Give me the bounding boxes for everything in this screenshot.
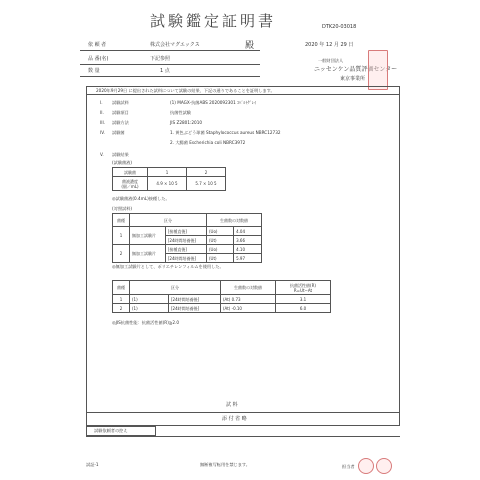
item-no-6: V.: [100, 152, 104, 157]
document-title: 試験鑑定証明書: [150, 12, 277, 30]
item-label-1: 試験試料: [112, 100, 129, 105]
table-cell: (At) -0.10: [221, 304, 276, 313]
item-value-5: 2. 大腸菌 Escherichia coli NBRC3972: [170, 140, 246, 145]
table-cell: [24時間培養後]: [165, 254, 206, 263]
issuer-office: 東京事業所: [340, 76, 366, 82]
table-cell: 区分: [130, 281, 221, 295]
product-value: 下記参照: [150, 56, 171, 62]
table-row: [113, 227, 262, 236]
quantity-value: 1 点: [160, 68, 170, 74]
sample-rule: [86, 412, 400, 413]
product-label: 品 番(名): [88, 56, 109, 62]
control-title: (対照試料): [112, 206, 133, 211]
table-cell: 4.10: [234, 245, 262, 254]
control-table: [112, 213, 262, 263]
item-value-3: JIS Z2801:2010: [170, 120, 203, 125]
sample-title: 試 料: [226, 402, 238, 408]
footer-box-label: 試験依頼者の控え: [94, 428, 128, 433]
table-cell: 4.9 × 10 5: [148, 177, 187, 191]
table-cell: 生菌数の対数値: [221, 281, 276, 295]
honorific-mark: 殿: [245, 41, 255, 51]
issuer-org-type: 一般財団法人: [318, 58, 344, 63]
table-cell: 試験菌: [113, 168, 148, 177]
requester-value: 株式会社マグエックス: [150, 42, 200, 48]
table-cell: (Uo): [207, 227, 234, 236]
table-cell: (1): [130, 304, 169, 313]
issuer-seal: [368, 50, 388, 90]
inoculum-note: ◎試験菌液(0.4mL)接種した。: [112, 196, 170, 201]
table-row: [113, 304, 331, 313]
table-cell: 3.66: [234, 236, 262, 245]
intro-text: 2020年9月29日 に提出された試料について試験の結果、下記の通りであることを証明します。: [96, 88, 275, 93]
item-value-4: 1. 黄色ぶどう球菌 Staphylococcus aureus NBRC12732: [170, 130, 281, 135]
table-cell: 区分: [130, 214, 207, 227]
item-no-4: IV.: [100, 130, 105, 135]
footer-right: 担当者: [342, 464, 355, 469]
table-cell: 2: [113, 245, 130, 263]
table-cell: 4.04: [234, 227, 262, 236]
table-cell: (1): [130, 295, 169, 304]
footer-rule: [86, 436, 400, 437]
header-rule-3: [80, 76, 260, 77]
table-row: [113, 245, 262, 254]
quantity-label: 数 量: [88, 68, 100, 74]
header-rule-2: [80, 64, 260, 65]
table-cell: 無加工試験片: [130, 245, 166, 263]
table-cell: [24時間培養後]: [169, 304, 221, 313]
header-rule-1: [80, 50, 260, 51]
item-no-2: II.: [100, 110, 104, 115]
inoculum-title: (試験菌液): [112, 160, 133, 165]
table-cell: [24時間培養後]: [165, 236, 206, 245]
table-cell: 1: [113, 295, 130, 304]
table-cell: (At) 0.73: [221, 295, 276, 304]
table-cell: [接種直後]: [165, 227, 206, 236]
table-row: [113, 281, 331, 295]
item-label-6: 試験結果: [112, 152, 129, 157]
document-number: DTK20-03018: [322, 24, 357, 30]
table-row: [113, 295, 331, 304]
table-cell: 5.7 × 10 5: [187, 177, 226, 191]
table-cell: 菌種: [113, 214, 130, 227]
table-cell: (Ut): [207, 236, 234, 245]
item-label-3: 試験方法: [112, 120, 129, 125]
intro-rule: [86, 94, 400, 95]
staff-seal-2: [376, 458, 392, 474]
table-cell: 無加工試験片: [130, 227, 166, 245]
table-row: [113, 214, 262, 227]
table-cell: 2: [113, 304, 130, 313]
table-cell: 6.0: [276, 304, 331, 313]
results-table: [112, 280, 331, 313]
footer-center: 無断複写転用を禁じます。: [200, 462, 250, 467]
table-cell: 1: [113, 227, 130, 245]
issuer-name: ニッセンケン品質評価センター: [314, 66, 398, 73]
table-cell: 菌液濃度 (個／mL): [113, 177, 148, 191]
sample-note: 添 付 省 略: [222, 416, 247, 422]
requester-label: 依 頼 者: [88, 42, 107, 48]
item-label-4: 試験菌: [112, 130, 125, 135]
table-cell: 1: [148, 168, 187, 177]
footer-left: 試証-1: [86, 462, 99, 467]
staff-seal-1: [358, 458, 374, 474]
table-cell: 菌種: [113, 281, 130, 295]
table-cell: 生菌数の対数値: [207, 214, 262, 227]
table-cell: 5.97: [234, 254, 262, 263]
item-value-2: 抗菌性試験: [170, 110, 191, 115]
issue-date: 2020 年 12 月 29 日: [305, 42, 354, 48]
table-row: [113, 177, 226, 191]
item-value-1: (1) MAGX-抗菌ABS 2020092301 ｺﾊﾞﾙﾄｸﾞﾚｲ: [170, 100, 256, 105]
control-note: ◎無加工試験片として、ポリエチレンフィルムを使用した。: [112, 264, 224, 269]
item-no-3: III.: [100, 120, 106, 125]
table-cell: 抗菌活性値(R) R=Ut−At: [276, 281, 331, 295]
table-cell: (Uo): [207, 245, 234, 254]
inoculum-table: [112, 167, 226, 191]
table-cell: (Ut): [207, 254, 234, 263]
item-label-2: 試験項目: [112, 110, 129, 115]
table-cell: 2: [187, 168, 226, 177]
table-row: [113, 168, 226, 177]
table-cell: [接種直後]: [165, 245, 206, 254]
table-cell: 3.1: [276, 295, 331, 304]
item-no-1: I.: [100, 100, 103, 105]
results-note: ◎JIS抗菌性能：抗菌活性値(R)≧2.0: [112, 320, 180, 325]
table-cell: [24時間培養後]: [169, 295, 221, 304]
